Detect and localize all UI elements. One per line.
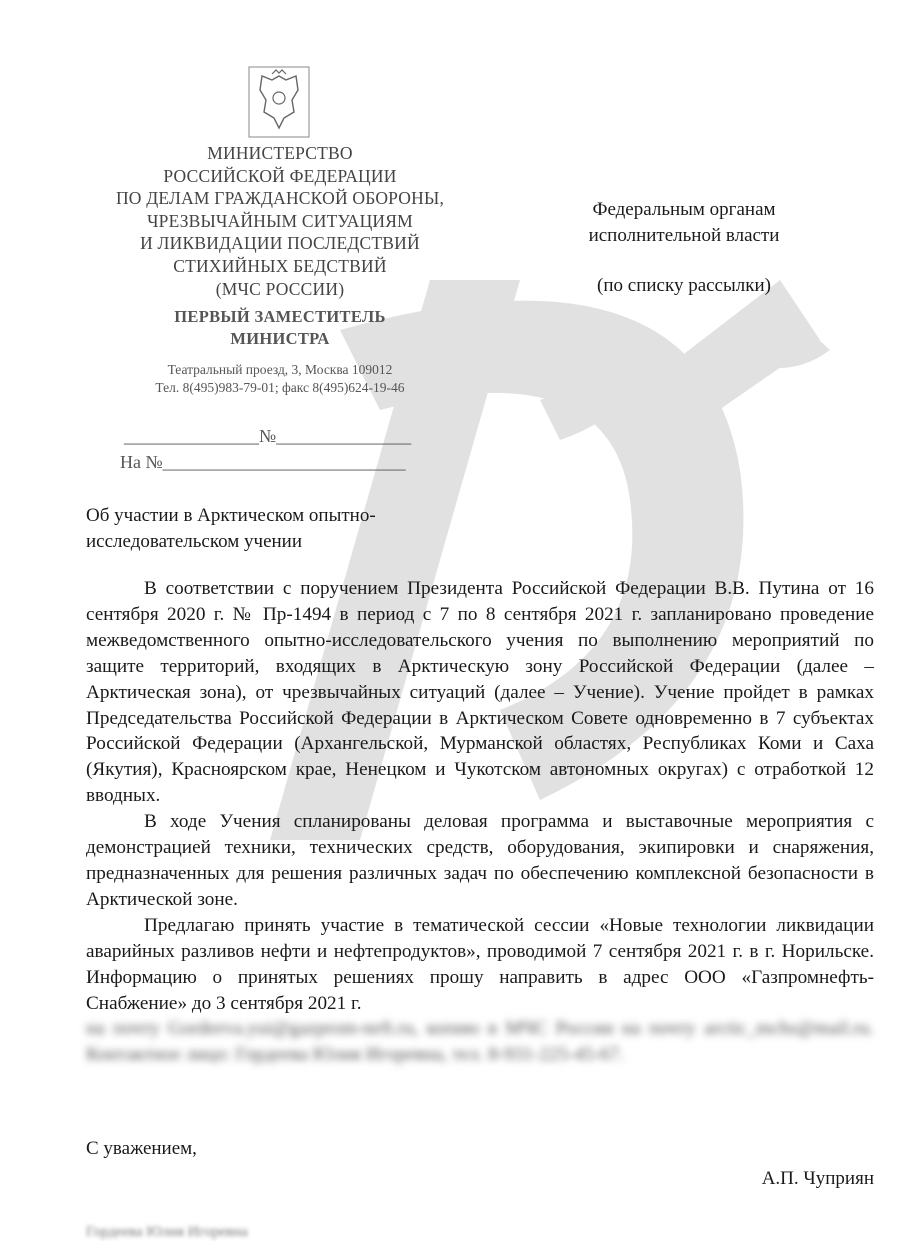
subject-line: Об участии в Арктическом опытно- — [86, 505, 376, 526]
addressee-line: исполнительной власти — [588, 225, 780, 246]
ministry-line: РОССИЙСКОЙ ФЕДЕРАЦИИ — [163, 165, 397, 186]
sender-phones: Тел. 8(495)983-79-01; факс 8(495)624-19-46 — [155, 380, 405, 395]
addressee — [540, 197, 828, 249]
ministry-line: ЧРЕЗВЫЧАЙНЫМ СИТУАЦИЯМ — [147, 210, 413, 231]
ministry-line: (МЧС РОССИИ) — [215, 278, 345, 299]
sender-position — [80, 306, 480, 350]
signer-name: А.П. Чуприян — [761, 1168, 874, 1189]
ministry-line: ПО ДЕЛАМ ГРАЖДАНСКОЙ ОБОРОНЫ, — [115, 188, 445, 209]
ministry-line: И ЛИКВИДАЦИИ ПОСЛЕДСТВИЙ — [140, 233, 420, 254]
reply-to-line: На №___________________________ — [120, 452, 406, 472]
letter-subject — [86, 503, 376, 555]
ministry-line: МИНИСТЕРСТВО — [207, 143, 353, 163]
distribution-note: (по списку рассылки) — [597, 275, 771, 296]
body-paragraph: В ходе Учения спланированы деловая программа и выставочные мероприятия с демонстрацией техники, технических средств, оборудования, экипировки и снаряжения, предназначенных для решения различных задач по обеспечению комплексной безопасности в Арктической зоне. — [86, 811, 874, 910]
addressee-line: Федеральным органам — [592, 199, 776, 220]
body-paragraph: В соответствии с поручением Президента Российской Федерации В.В. Путина от 16 сентября 2020 г. № Пр-1494 в период с 7 по 8 сентября 2021 г. запланировано проведение межведомственного опытно-исследовательского учения по выполнению мероприятий по защите территорий, входящих в Арктическую зону Российской Федерации (далее – Арктическая зона), от чрезвычайных ситуаций (далее – Учение). Учение пройдет в рамках Председательства Российской Федерации в Арктическом Совете одновременно в 7 субъектах Российской Федерации (Архангельской, Мурманской областях, Республиках Коми и Саха (Якутия), Красноярском крае, Ненецком и Чукотском автономных округах) с отработкой 12 вводных. — [86, 578, 874, 807]
coat-of-arms-icon — [248, 66, 310, 138]
registration-number-line: _______________№_______________ — [124, 426, 412, 446]
sender-contacts — [80, 361, 480, 397]
ministry-line: СТИХИЙНЫХ БЕДСТВИЙ — [173, 255, 387, 276]
redacted-contact-info: на почту Gordeeva.yui@gazprom-neft.ru, копию в МЧС России на почту arctic_mchs@mail.ru. Контактное лицо: Гордеева Юлия Игоревна, тел. 8-931-225-45-67. — [86, 1018, 874, 1066]
position-line: МИНИСТРА — [230, 329, 330, 348]
sender-address: Театральный проезд, 3, Москва 109012 — [167, 362, 393, 377]
letter-body — [86, 576, 874, 1068]
body-paragraph: Предлагаю принять участие в тематической сессии «Новые технологии ликвидации аварийных разливов нефти и нефтепродуктов», проводимой 7 сентября 2021 г. в г. Норильске. Информацию о принятых решениях прошу направить в адрес ООО «Газпромнефть-Снабжение» до 3 сентября 2021 г. — [86, 914, 874, 1014]
position-line: ПЕРВЫЙ ЗАМЕСТИТЕЛЬ — [174, 307, 386, 326]
ministry-name — [80, 142, 480, 300]
executor-footer: Гордеева Юлия Игоревна — [86, 1224, 248, 1240]
closing-salutation: С уважением, — [86, 1138, 197, 1159]
subject-line: исследовательском учении — [86, 531, 303, 552]
